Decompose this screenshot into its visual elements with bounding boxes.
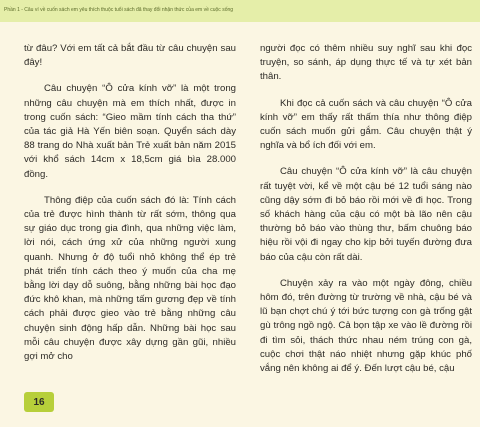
left-paragraph-2: Câu chuyện “Ô cửa kính vỡ” là một trong những câu chuyện mà em thích nhất, được in trong cuốn sách: “Gieo mầm tính cách tha thứ” của tác giả Hà Yến biên soạn. Quyển sách dày 88 trang do Nhà xuất bản Trẻ xuất bản năm 2015 với khổ sách 14cm x 18,5cm giá bìa 28.000 đồng. [24, 83, 236, 180]
left-paragraph-1: từ đâu? Với em tất cả bắt đầu từ câu chuyện sau đây! [24, 43, 236, 69]
left-paragraph-3: Thông điệp của cuốn sách đó là: Tính cách của trẻ được hình thành từ rất sớm, thông qua sự giáo dục trong gia đình, qua những việc làm, lời nói, cách ứng xử của những người xung quanh. Nhưng ở độ tuổi nhỏ không thể ép trẻ phát triển tính cách theo ý muốn của cha mẹ bằng lời dạy dỗ suông, bằng những bài học đạo đức khô khan, mà những tấm gương đẹp về tính cách phải được gieo vào trẻ bằng những câu chuyện sinh động hấp dẫn. Những bài học sau mỗi câu chuyện được xây dựng gần gũi, nhiều gợi mở cho [24, 194, 236, 363]
right-column [260, 42, 472, 388]
right-paragraph-1: người đọc có thêm nhiều suy nghĩ sau khi đọc truyện, so sánh, áp dụng thực tế và tự xét bản thân. [260, 43, 472, 83]
right-paragraph-4: Chuyện xảy ra vào một ngày đông, chiều hôm đó, trên đường từ trường về nhà, cậu bé và lũ bạn chợt chú ý tới bức tượng con gà trống gật gù trông ngồ ngộ. Cả bọn tập xe vào lề đường rồi đi tìm sỏi, thách thức nhau ném trúng con gà, cuộc chơi thật náo nhiệt nhưng gặp khúc phố vắng nên không ai để ý. Đến lượt cậu bé, cậu [260, 277, 472, 375]
page-number-badge: 16 [24, 392, 54, 412]
left-column [24, 42, 236, 376]
right-paragraph-3: Câu chuyện “Ô cửa kính vỡ” là câu chuyện rất tuyệt vời, kể về một cậu bé 12 tuổi sáng nào cũng dậy sớm đi bỏ báo rồi mới về đi học. Trong số khách hàng của cậu có một bà lão nên cậu thường bỏ báo vào thùng thư, bấm chuông báo hiệu rồi vội đi ngay cho kịp bởi tuyến đường đưa báo của cậu còn rất dài. [260, 166, 472, 263]
header-band [0, 0, 480, 22]
running-header: Phần 1 - Câu ví về cuốn sách em yêu thích thuộc tuổi sách đã thay đổi nhận thức của em về cuộc sống [4, 7, 234, 13]
right-paragraph-2: Khi đọc cả cuốn sách và câu chuyện “Ô cửa kính vỡ” em thấy rất thấm thía như thông điệp cuốn sách muốn gửi gắm. Câu chuyện thật ý nghĩa và bổ ích đối với em. [260, 97, 472, 152]
